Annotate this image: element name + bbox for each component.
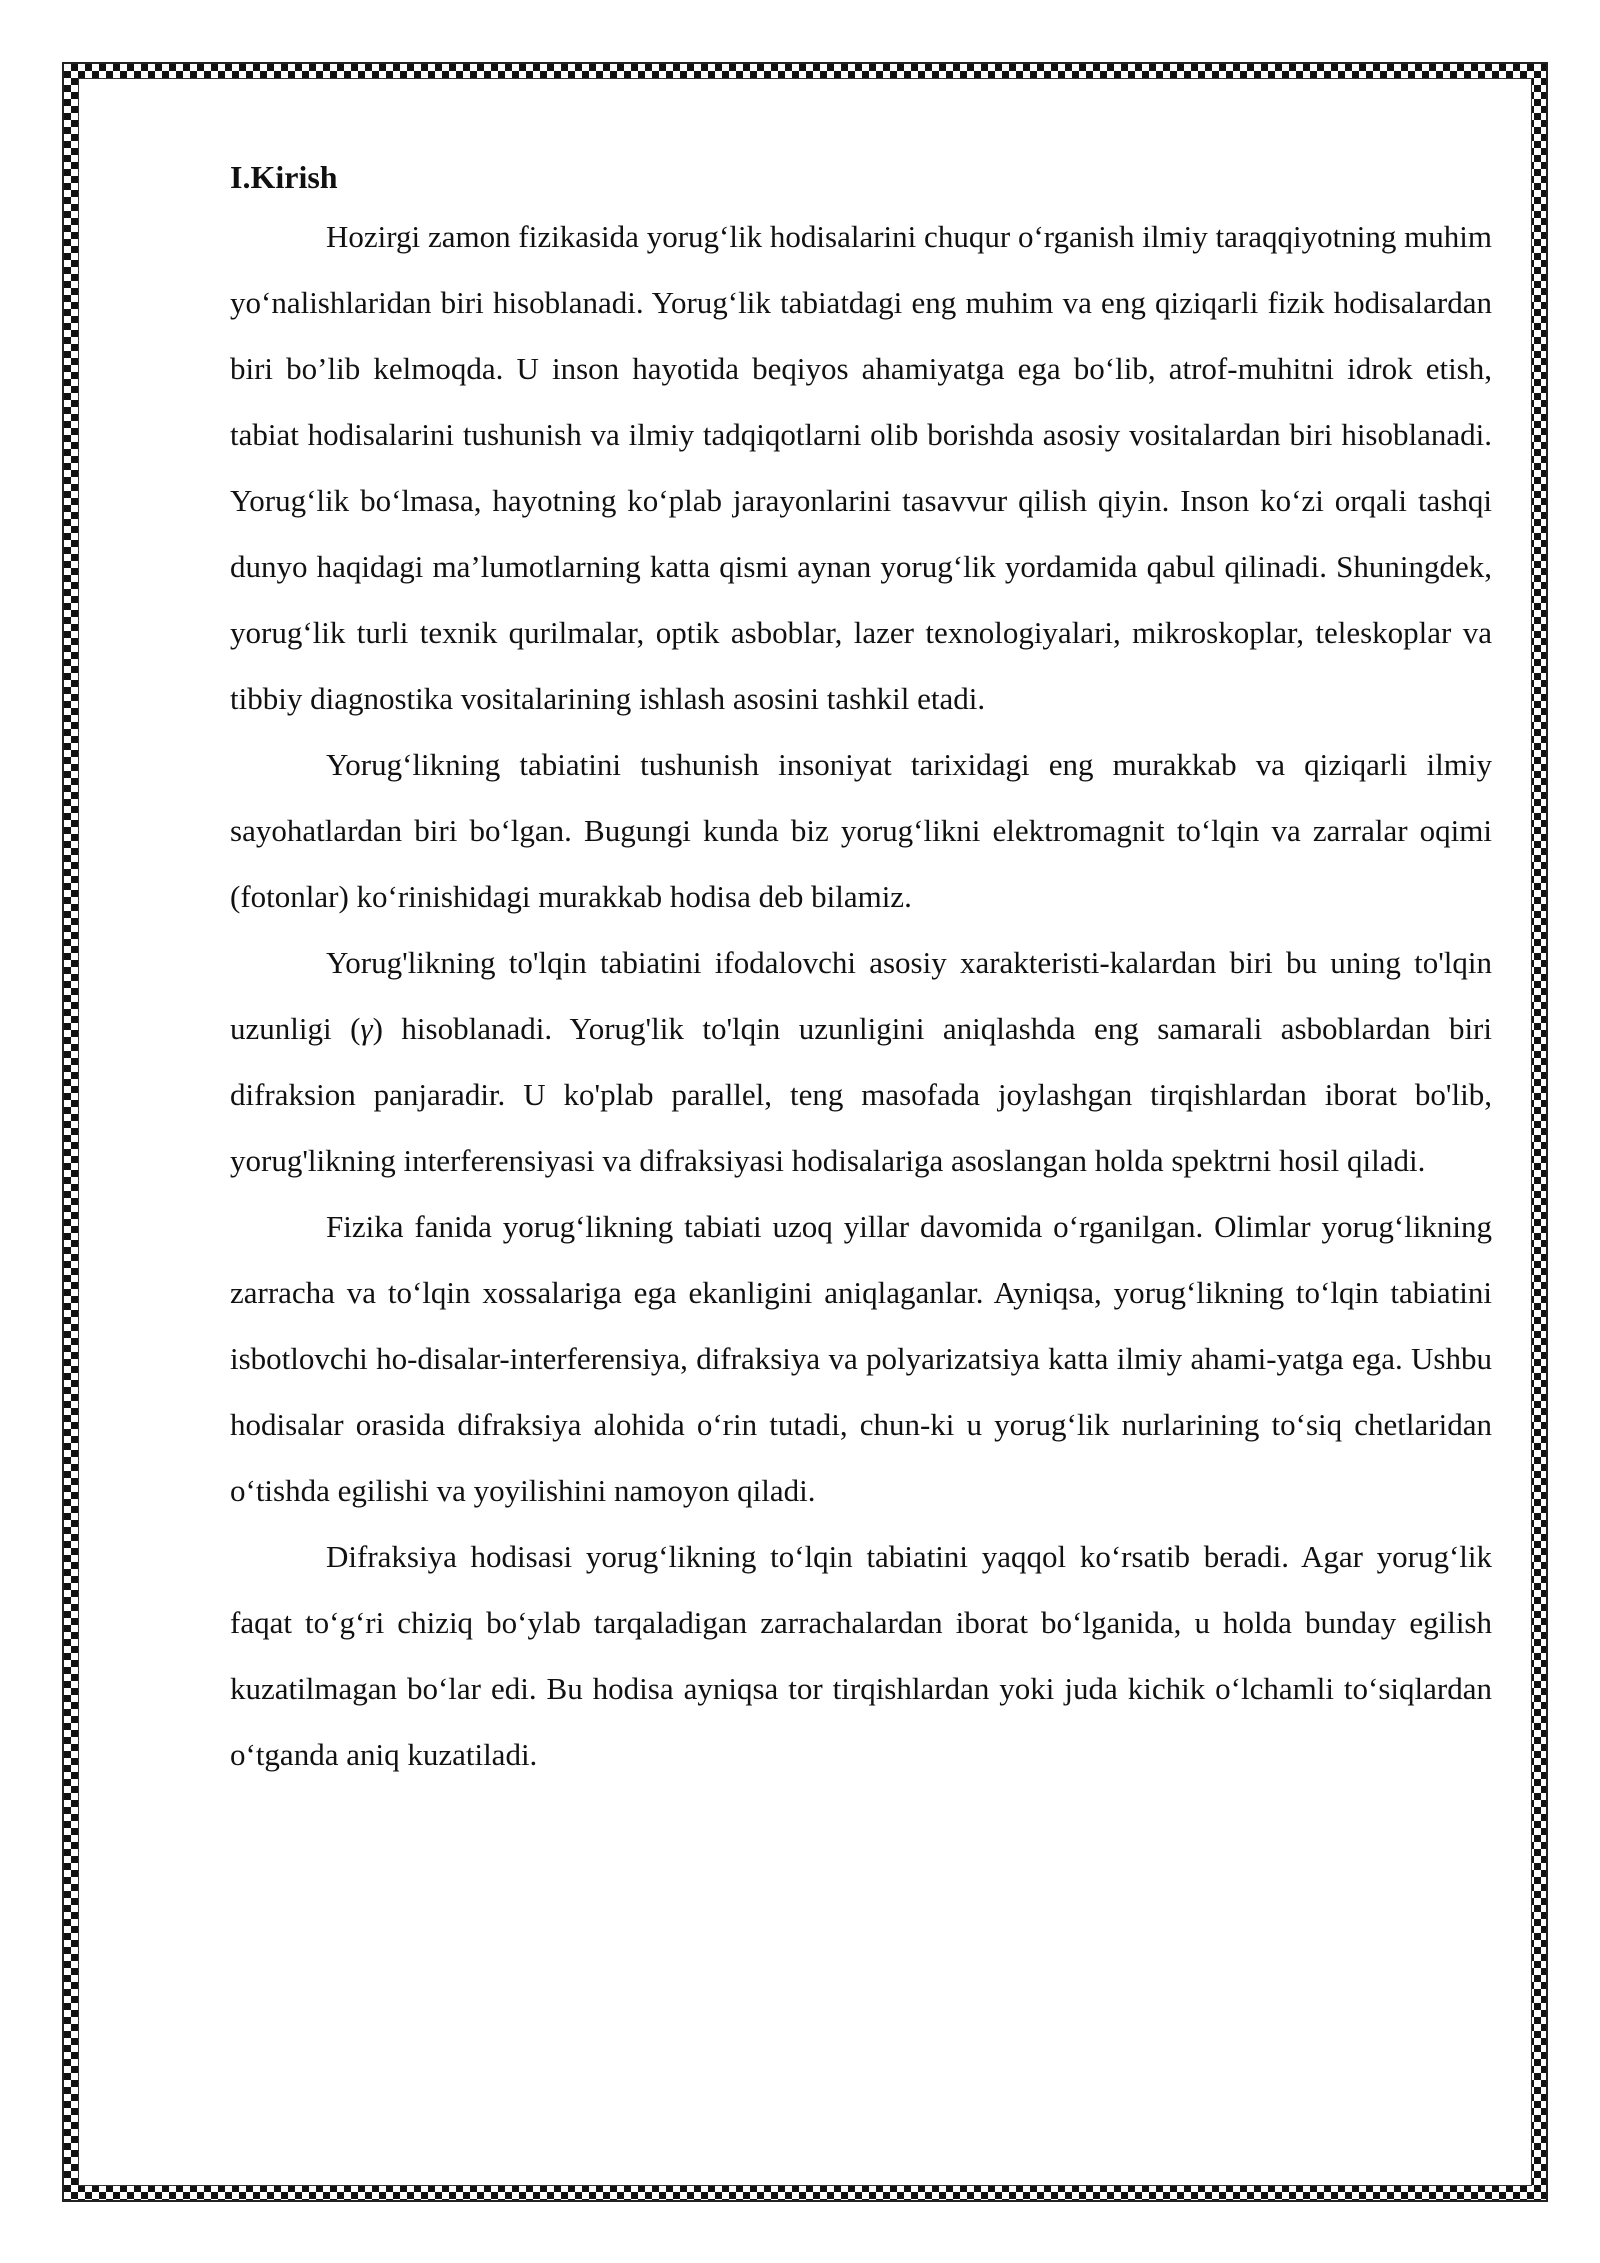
paragraph-3-text-before: Yorug'likning to'lqin tabiatini ifodalovchi asosiy xarakteristi-kalardan biri bu uning to'lqin uzunligi ( xyxy=(230,945,1492,1046)
paragraph-3 xyxy=(230,930,1492,1194)
paragraph-4: Fizika fanida yorug‘likning tabiati uzoq yillar davomida o‘rganilgan. Olimlar yorug‘likning zarracha va to‘lqin xossalariga ega ekanligini aniqlaganlar. Ayniqsa, yorug‘likning to‘lqin tabiatini isbotlovchi ho-disalar-interferensiya, difraksiya va polyarizatsiya katta ilmiy ahami-yatga ega. Ushbu hodisalar orasida difraksiya alohida o‘rin tutadi, chun-ki u yorug‘lik nurlarining to‘siq chetlaridan o‘tishda egilishi va yoyilishini namoyon qiladi. xyxy=(230,1209,1492,1508)
section-heading: I.Kirish xyxy=(230,159,338,195)
paragraph-3-text-after: ) hisoblanadi. Yorug'lik to'lqin uzunligini aniqlashda eng samarali asboblardan biri difraksion panjaradir. U ko'plab parallel, teng masofada joylashgan tirqishlardan iborat bo'lib, yorug'likning interferensiyasi va difraksiyasi hodisalariga asoslangan holda spektrni hosil qiladi. xyxy=(230,1011,1492,1178)
paragraph-2: Yorug‘likning tabiatini tushunish insoniyat tarixidagi eng murakkab va qiziqarli ilmiy sayohatlardan biri bo‘lgan. Bugungi kunda biz yorug‘likni elektromagnit to‘lqin va zarralar oqimi (fotonlar) ko‘rinishidagi murakkab hodisa deb bilamiz. xyxy=(230,747,1492,914)
paragraph-5: Difraksiya hodisasi yorug‘likning to‘lqin tabiatini yaqqol ko‘rsatib beradi. Agar yorug‘lik faqat to‘g‘ri chiziq bo‘ylab tarqaladigan zarrachalardan iborat bo‘lganida, u holda bunday egilish kuzatilmagan bo‘lar edi. Bu hodisa ayniqsa tor tirqishlardan yoki juda kichik o‘lchamli to‘siqlardan o‘tganda aniq kuzatiladi. xyxy=(230,1539,1492,1772)
paragraph-1: Hozirgi zamon fizikasida yorug‘lik hodisalarini chuqur o‘rganish ilmiy taraqqiyotning muhim yo‘nalishlaridan biri hisoblanadi. Yorug‘lik tabiatdagi eng muhim va eng qiziqarli fizik hodisalardan biri bo’lib kelmoqda. U inson hayotida beqiyos ahamiyatga ega bo‘lib, atrof-muhitni idrok etish, tabiat hodisalarini tushunish va ilmiy tadqiqotlarni olib borishda asosiy vositalardan biri hisoblanadi. Yorug‘lik bo‘lmasa, hayotning ko‘plab jarayonlarini tasavvur qilish qiyin. Inson ko‘zi orqali tashqi dunyo haqidagi ma’lumotlarning katta qismi aynan yorug‘lik yordamida qabul qilinadi. Shuningdek, yorug‘lik turli texnik qurilmalar, optik asboblar, lazer texnologiyalari, mikroskoplar, teleskoplar va tibbiy diagnostika vositalarining ishlash asosini tashkil etadi. xyxy=(230,219,1492,716)
document-body xyxy=(230,150,1492,1788)
wavelength-symbol: γ xyxy=(360,1011,373,1046)
